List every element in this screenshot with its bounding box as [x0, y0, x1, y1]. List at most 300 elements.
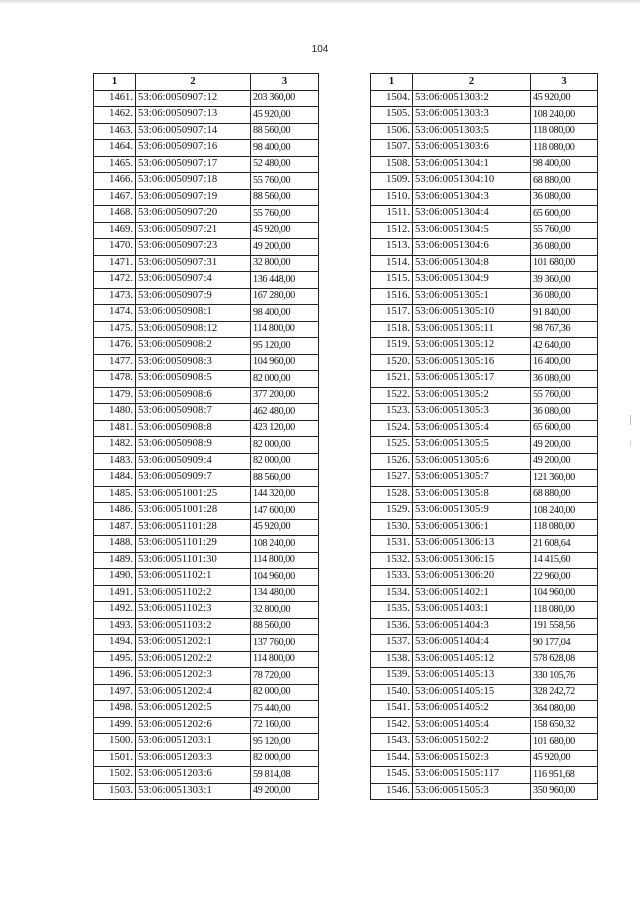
cadastral-code: 53:06:0051305:6 — [413, 453, 531, 470]
cadastral-value: 82 000,00 — [251, 750, 319, 767]
table-row — [371, 272, 598, 289]
cadastral-value: 191 558,56 — [531, 618, 598, 635]
cadastral-value: 423 120,00 — [251, 420, 319, 437]
left-register-table — [93, 73, 319, 800]
cadastral-code: 53:06:0051304:3 — [413, 189, 531, 206]
cadastral-code: 53:06:0050907:23 — [136, 239, 251, 256]
cadastral-value: 108 240,00 — [531, 107, 598, 124]
cadastral-value: 101 680,00 — [531, 255, 598, 272]
cadastral-value: 36 080,00 — [531, 371, 598, 388]
row-number: 1471. — [94, 255, 136, 272]
table-row — [94, 602, 319, 619]
cadastral-value: 90 177,04 — [531, 635, 598, 652]
cadastral-value: 88 560,00 — [251, 123, 319, 140]
cadastral-value: 65 600,00 — [531, 206, 598, 223]
cadastral-code: 53:06:0050908:6 — [136, 387, 251, 404]
table-row — [371, 602, 598, 619]
table-row — [371, 90, 598, 107]
table-row — [371, 767, 598, 784]
cadastral-code: 53:06:0050907:12 — [136, 90, 251, 107]
cadastral-value: 32 800,00 — [251, 602, 319, 619]
cadastral-value: 118 080,00 — [531, 602, 598, 619]
row-number: 1539. — [371, 668, 413, 685]
cadastral-value: 91 840,00 — [531, 305, 598, 322]
cadastral-value: 65 600,00 — [531, 420, 598, 437]
cadastral-value: 45 920,00 — [531, 90, 598, 107]
table-row — [371, 684, 598, 701]
table-row — [94, 569, 319, 586]
row-number: 1529. — [371, 503, 413, 520]
table-row — [94, 585, 319, 602]
row-number: 1498. — [94, 701, 136, 718]
cadastral-value: 101 680,00 — [531, 734, 598, 751]
table-row — [94, 503, 319, 520]
cadastral-value: 88 560,00 — [251, 618, 319, 635]
cadastral-code: 53:06:0051405:13 — [413, 668, 531, 685]
table-row — [94, 305, 319, 322]
row-number: 1530. — [371, 519, 413, 536]
cadastral-value: 88 560,00 — [251, 470, 319, 487]
cadastral-code: 53:06:0051102:2 — [136, 585, 251, 602]
cadastral-code: 53:06:0050908:2 — [136, 338, 251, 355]
table-row — [94, 717, 319, 734]
cadastral-code: 53:06:0051502:2 — [413, 734, 531, 751]
table-row — [94, 420, 319, 437]
cadastral-code: 53:06:0050908:8 — [136, 420, 251, 437]
cadastral-code: 53:06:0051306:15 — [413, 552, 531, 569]
cadastral-code: 53:06:0051305:10 — [413, 305, 531, 322]
cadastral-value: 21 608,64 — [531, 536, 598, 553]
cadastral-code: 53:06:0050907:17 — [136, 156, 251, 173]
row-number: 1482. — [94, 437, 136, 454]
cadastral-value: 68 880,00 — [531, 173, 598, 190]
cadastral-code: 53:06:0051102:3 — [136, 602, 251, 619]
header-value: 3 — [251, 74, 319, 91]
cadastral-value: 104 960,00 — [531, 585, 598, 602]
row-number: 1496. — [94, 668, 136, 685]
cadastral-value: 45 920,00 — [251, 519, 319, 536]
row-number: 1485. — [94, 486, 136, 503]
left-table-body — [94, 90, 319, 800]
cadastral-code: 53:06:0051305:17 — [413, 371, 531, 388]
page-number: 104 — [311, 44, 329, 55]
table-row — [371, 668, 598, 685]
cadastral-code: 53:06:0051305:8 — [413, 486, 531, 503]
cadastral-value: 118 080,00 — [531, 123, 598, 140]
table-row — [94, 272, 319, 289]
cadastral-code: 53:06:0051103:2 — [136, 618, 251, 635]
row-number: 1493. — [94, 618, 136, 635]
cadastral-code: 53:06:0051505:3 — [413, 783, 531, 800]
cadastral-code: 53:06:0051203:1 — [136, 734, 251, 751]
row-number: 1477. — [94, 354, 136, 371]
row-number: 1462. — [94, 107, 136, 124]
table-row — [371, 239, 598, 256]
cadastral-value: 98 400,00 — [251, 140, 319, 157]
cadastral-value: 158 650,32 — [531, 717, 598, 734]
table-row — [94, 255, 319, 272]
row-number: 1474. — [94, 305, 136, 322]
cadastral-code: 53:06:0051202:6 — [136, 717, 251, 734]
row-number: 1484. — [94, 470, 136, 487]
row-number: 1486. — [94, 503, 136, 520]
row-number: 1463. — [94, 123, 136, 140]
cadastral-value: 108 240,00 — [531, 503, 598, 520]
table-row — [371, 585, 598, 602]
table-row — [371, 255, 598, 272]
cadastral-value: 364 080,00 — [531, 701, 598, 718]
row-number: 1520. — [371, 354, 413, 371]
cadastral-value: 55 760,00 — [531, 222, 598, 239]
cadastral-value: 82 000,00 — [251, 684, 319, 701]
cadastral-code: 53:06:0050907:4 — [136, 272, 251, 289]
table-row — [94, 734, 319, 751]
cadastral-value: 350 960,00 — [531, 783, 598, 800]
cadastral-code: 53:06:0051101:28 — [136, 519, 251, 536]
cadastral-code: 53:06:0051101:29 — [136, 536, 251, 553]
row-number: 1526. — [371, 453, 413, 470]
cadastral-value: 49 200,00 — [531, 453, 598, 470]
row-number: 1475. — [94, 321, 136, 338]
cadastral-code: 53:06:0051202:3 — [136, 668, 251, 685]
table-row — [371, 173, 598, 190]
row-number: 1542. — [371, 717, 413, 734]
row-number: 1546. — [371, 783, 413, 800]
cadastral-value: 36 080,00 — [531, 288, 598, 305]
row-number: 1536. — [371, 618, 413, 635]
cadastral-code: 53:06:0051102:1 — [136, 569, 251, 586]
table-row — [371, 354, 598, 371]
cadastral-value: 203 360,00 — [251, 90, 319, 107]
cadastral-value: 36 080,00 — [531, 239, 598, 256]
cadastral-value: 147 600,00 — [251, 503, 319, 520]
cadastral-value: 95 120,00 — [251, 338, 319, 355]
cadastral-value: 68 880,00 — [531, 486, 598, 503]
row-number: 1522. — [371, 387, 413, 404]
row-number: 1512. — [371, 222, 413, 239]
row-number: 1508. — [371, 156, 413, 173]
row-number: 1461. — [94, 90, 136, 107]
table-row — [371, 536, 598, 553]
table-row — [371, 420, 598, 437]
table-row — [371, 305, 598, 322]
table-row — [94, 156, 319, 173]
row-number: 1507. — [371, 140, 413, 157]
cadastral-value: 55 760,00 — [251, 206, 319, 223]
cadastral-code: 53:06:0051305:2 — [413, 387, 531, 404]
row-number: 1524. — [371, 420, 413, 437]
table-row — [94, 536, 319, 553]
cadastral-code: 53:06:0050908:7 — [136, 404, 251, 421]
table-row — [94, 354, 319, 371]
cadastral-code: 53:06:0051305:4 — [413, 420, 531, 437]
cadastral-code: 53:06:0051305:5 — [413, 437, 531, 454]
cadastral-value: 82 000,00 — [251, 371, 319, 388]
row-number: 1472. — [94, 272, 136, 289]
cadastral-code: 53:06:0051303:1 — [136, 783, 251, 800]
cadastral-code: 53:06:0051202:4 — [136, 684, 251, 701]
table-row — [371, 206, 598, 223]
cadastral-code: 53:06:0051304:10 — [413, 173, 531, 190]
cadastral-value: 88 560,00 — [251, 189, 319, 206]
row-number: 1519. — [371, 338, 413, 355]
row-number: 1511. — [371, 206, 413, 223]
cadastral-code: 53:06:0051101:30 — [136, 552, 251, 569]
cadastral-code: 53:06:0051303:3 — [413, 107, 531, 124]
table-row — [371, 552, 598, 569]
table-row — [94, 635, 319, 652]
row-number: 1516. — [371, 288, 413, 305]
row-number: 1531. — [371, 536, 413, 553]
cadastral-code: 53:06:0051304:8 — [413, 255, 531, 272]
row-number: 1470. — [94, 239, 136, 256]
table-row — [371, 453, 598, 470]
table-row — [371, 387, 598, 404]
cadastral-code: 53:06:0050907:13 — [136, 107, 251, 124]
cadastral-code: 53:06:0050908:1 — [136, 305, 251, 322]
cadastral-value: 328 242,72 — [531, 684, 598, 701]
cadastral-value: 137 760,00 — [251, 635, 319, 652]
table-row — [94, 90, 319, 107]
header-cadastral-code: 2 — [136, 74, 251, 91]
table-row — [371, 288, 598, 305]
row-number: 1502. — [94, 767, 136, 784]
cadastral-code: 53:06:0051304:9 — [413, 272, 531, 289]
table-row — [94, 701, 319, 718]
table-header-row — [371, 74, 598, 91]
row-number: 1464. — [94, 140, 136, 157]
table-row — [371, 140, 598, 157]
cadastral-value: 45 920,00 — [251, 107, 319, 124]
cadastral-code: 53:06:0051203:6 — [136, 767, 251, 784]
table-row — [94, 453, 319, 470]
cadastral-code: 53:06:0050907:31 — [136, 255, 251, 272]
row-number: 1509. — [371, 173, 413, 190]
cadastral-value: 330 105,76 — [531, 668, 598, 685]
cadastral-value: 104 960,00 — [251, 354, 319, 371]
cadastral-value: 49 200,00 — [251, 239, 319, 256]
row-number: 1468. — [94, 206, 136, 223]
table-row — [371, 569, 598, 586]
table-row — [94, 206, 319, 223]
row-number: 1513. — [371, 239, 413, 256]
cadastral-value: 134 480,00 — [251, 585, 319, 602]
cadastral-value: 16 400,00 — [531, 354, 598, 371]
table-row — [94, 486, 319, 503]
table-row — [94, 387, 319, 404]
row-number: 1467. — [94, 189, 136, 206]
row-number: 1510. — [371, 189, 413, 206]
cadastral-code: 53:06:0051304:5 — [413, 222, 531, 239]
cadastral-code: 53:06:0051303:5 — [413, 123, 531, 140]
cadastral-code: 53:06:0051306:20 — [413, 569, 531, 586]
cadastral-code: 53:06:0051304:4 — [413, 206, 531, 223]
cadastral-value: 462 480,00 — [251, 404, 319, 421]
row-number: 1483. — [94, 453, 136, 470]
cadastral-value: 32 800,00 — [251, 255, 319, 272]
cadastral-code: 53:06:0051305:7 — [413, 470, 531, 487]
cadastral-code: 53:06:0051303:6 — [413, 140, 531, 157]
row-number: 1521. — [371, 371, 413, 388]
row-number: 1476. — [94, 338, 136, 355]
cadastral-value: 78 720,00 — [251, 668, 319, 685]
row-number: 1544. — [371, 750, 413, 767]
cadastral-value: 104 960,00 — [251, 569, 319, 586]
cadastral-value: 578 628,08 — [531, 651, 598, 668]
cadastral-value: 59 814,08 — [251, 767, 319, 784]
table-row — [94, 371, 319, 388]
table-row — [371, 222, 598, 239]
header-number: 1 — [371, 74, 413, 91]
right-register-table — [370, 73, 598, 800]
cadastral-code: 53:06:0050907:19 — [136, 189, 251, 206]
table-row — [94, 783, 319, 800]
table-row — [371, 618, 598, 635]
header-cadastral-code: 2 — [413, 74, 531, 91]
cadastral-code: 53:06:0051202:2 — [136, 651, 251, 668]
cadastral-code: 53:06:0051403:1 — [413, 602, 531, 619]
cadastral-code: 53:06:0051306:13 — [413, 536, 531, 553]
table-row — [371, 437, 598, 454]
row-number: 1489. — [94, 552, 136, 569]
cadastral-code: 53:06:0051402:1 — [413, 585, 531, 602]
row-number: 1545. — [371, 767, 413, 784]
table-row — [371, 321, 598, 338]
table-row — [94, 668, 319, 685]
table-row — [94, 767, 319, 784]
cadastral-code: 53:06:0051502:3 — [413, 750, 531, 767]
row-number: 1473. — [94, 288, 136, 305]
row-number: 1481. — [94, 420, 136, 437]
cadastral-code: 53:06:0050907:21 — [136, 222, 251, 239]
table-row — [371, 651, 598, 668]
cadastral-code: 53:06:0051305:1 — [413, 288, 531, 305]
cadastral-code: 53:06:0050908:5 — [136, 371, 251, 388]
cadastral-code: 53:06:0051405:15 — [413, 684, 531, 701]
cadastral-value: 82 000,00 — [251, 437, 319, 454]
cadastral-code: 53:06:0050908:3 — [136, 354, 251, 371]
header-value: 3 — [531, 74, 598, 91]
cadastral-value: 39 360,00 — [531, 272, 598, 289]
table-row — [94, 750, 319, 767]
cadastral-code: 53:06:0051001:25 — [136, 486, 251, 503]
row-number: 1543. — [371, 734, 413, 751]
cadastral-code: 53:06:0051001:28 — [136, 503, 251, 520]
cadastral-code: 53:06:0051303:2 — [413, 90, 531, 107]
row-number: 1515. — [371, 272, 413, 289]
row-number: 1466. — [94, 173, 136, 190]
cadastral-code: 53:06:0051305:16 — [413, 354, 531, 371]
cadastral-value: 121 360,00 — [531, 470, 598, 487]
cadastral-code: 53:06:0051202:1 — [136, 635, 251, 652]
row-number: 1491. — [94, 585, 136, 602]
table-row — [94, 288, 319, 305]
row-number: 1503. — [94, 783, 136, 800]
table-row — [94, 338, 319, 355]
cadastral-value: 114 800,00 — [251, 651, 319, 668]
cadastral-code: 53:06:0050907:20 — [136, 206, 251, 223]
cadastral-value: 98 400,00 — [531, 156, 598, 173]
table-row — [371, 635, 598, 652]
row-number: 1517. — [371, 305, 413, 322]
cadastral-code: 53:06:0051505:117 — [413, 767, 531, 784]
cadastral-value: 108 240,00 — [251, 536, 319, 553]
row-number: 1528. — [371, 486, 413, 503]
cadastral-value: 36 080,00 — [531, 189, 598, 206]
cadastral-code: 53:06:0051404:3 — [413, 618, 531, 635]
table-row — [94, 552, 319, 569]
cadastral-value: 14 415,60 — [531, 552, 598, 569]
cadastral-value: 98 400,00 — [251, 305, 319, 322]
table-row — [371, 701, 598, 718]
cadastral-value: 118 080,00 — [531, 519, 598, 536]
row-number: 1495. — [94, 651, 136, 668]
cadastral-value: 55 760,00 — [251, 173, 319, 190]
cadastral-value: 144 320,00 — [251, 486, 319, 503]
cadastral-value: 52 480,00 — [251, 156, 319, 173]
row-number: 1540. — [371, 684, 413, 701]
row-number: 1479. — [94, 387, 136, 404]
cadastral-code: 53:06:0050907:16 — [136, 140, 251, 157]
table-row — [94, 239, 319, 256]
cadastral-value: 377 200,00 — [251, 387, 319, 404]
table-row — [94, 519, 319, 536]
cadastral-value: 49 200,00 — [531, 437, 598, 454]
row-number: 1497. — [94, 684, 136, 701]
row-number: 1504. — [371, 90, 413, 107]
cadastral-code: 53:06:0051405:2 — [413, 701, 531, 718]
table-row — [94, 618, 319, 635]
cadastral-code: 53:06:0050909:7 — [136, 470, 251, 487]
cadastral-value: 95 120,00 — [251, 734, 319, 751]
table-row — [371, 470, 598, 487]
table-row — [371, 783, 598, 800]
table-row — [94, 404, 319, 421]
cadastral-value: 45 920,00 — [531, 750, 598, 767]
cadastral-value: 45 920,00 — [251, 222, 319, 239]
row-number: 1534. — [371, 585, 413, 602]
cadastral-code: 53:06:0050907:9 — [136, 288, 251, 305]
table-row — [94, 173, 319, 190]
cadastral-value: 36 080,00 — [531, 404, 598, 421]
row-number: 1488. — [94, 536, 136, 553]
row-number: 1514. — [371, 255, 413, 272]
row-number: 1490. — [94, 569, 136, 586]
table-row — [94, 684, 319, 701]
right-table-body — [371, 90, 598, 800]
table-row — [94, 140, 319, 157]
row-number: 1533. — [371, 569, 413, 586]
cadastral-code: 53:06:0051306:1 — [413, 519, 531, 536]
row-number: 1501. — [94, 750, 136, 767]
cadastral-value: 98 767,36 — [531, 321, 598, 338]
cadastral-code: 53:06:0050908:9 — [136, 437, 251, 454]
row-number: 1523. — [371, 404, 413, 421]
cadastral-code: 53:06:0050907:18 — [136, 173, 251, 190]
table-row — [94, 222, 319, 239]
header-number: 1 — [94, 74, 136, 91]
table-row — [371, 371, 598, 388]
table-row — [94, 437, 319, 454]
row-number: 1527. — [371, 470, 413, 487]
cadastral-code: 53:06:0051202:5 — [136, 701, 251, 718]
cadastral-value: 82 000,00 — [251, 453, 319, 470]
table-row — [371, 338, 598, 355]
cadastral-code: 53:06:0051304:6 — [413, 239, 531, 256]
row-number: 1541. — [371, 701, 413, 718]
cadastral-code: 53:06:0051404:4 — [413, 635, 531, 652]
cadastral-code: 53:06:0051405:4 — [413, 717, 531, 734]
